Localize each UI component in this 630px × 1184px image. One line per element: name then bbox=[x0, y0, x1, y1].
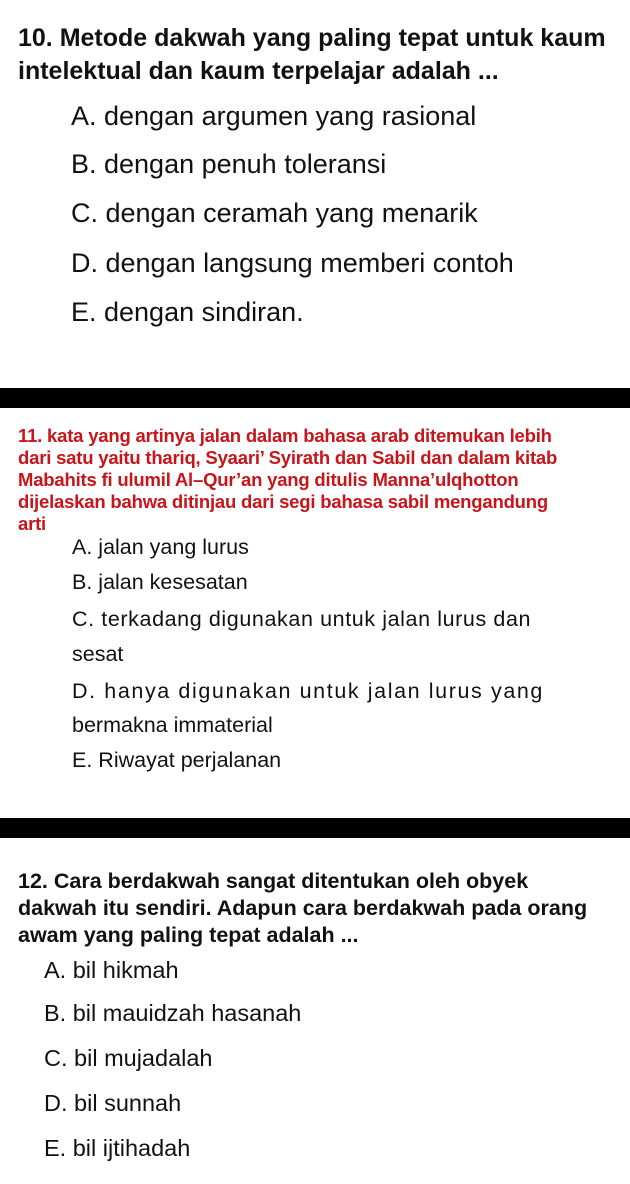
section-divider bbox=[0, 818, 630, 838]
question-10-option-e: E. dengan sindiran. bbox=[71, 297, 304, 327]
question-10-line: 10. Metode dakwah yang paling tepat untuk kaum bbox=[18, 24, 606, 52]
question-12-option-a: A. bil hikmah bbox=[44, 957, 179, 983]
question-11-option-e: E. Riwayat perjalanan bbox=[72, 748, 282, 772]
question-12-option-d: D. bil sunnah bbox=[44, 1090, 182, 1116]
question-11-option-a: A. jalan yang lurus bbox=[72, 535, 249, 559]
question-11-option-c: C. terkadang digunakan untuk jalan lurus dan bbox=[72, 607, 532, 631]
question-10-option-d: D. dengan langsung memberi contoh bbox=[71, 248, 514, 278]
question-10-option-a: A. dengan argumen yang rasional bbox=[71, 101, 477, 131]
question-11-option-d-cont: bermakna immaterial bbox=[72, 713, 273, 737]
question-11-line: dijelaskan bahwa ditinjau dari segi bahasa sabil mengandung bbox=[18, 491, 548, 512]
question-12-line: dakwah itu sendiri. Adapun cara berdakwah pada orang bbox=[18, 896, 588, 920]
question-11-option-b: B. jalan kesesatan bbox=[72, 570, 248, 594]
question-12-option-e: E. bil ijtihadah bbox=[44, 1135, 191, 1161]
question-11-line: Mabahits fi ulumil Al–Qur’an yang ditulis Manna’ulqhotton bbox=[18, 469, 519, 490]
question-12-option-b: B. bil mauidzah hasanah bbox=[44, 1000, 302, 1026]
question-11-option-d: D. hanya digunakan untuk jalan lurus yang bbox=[72, 679, 544, 703]
question-10-option-b: B. dengan penuh toleransi bbox=[71, 149, 387, 179]
question-12-line: awam yang paling tepat adalah ... bbox=[18, 923, 359, 947]
section-divider bbox=[0, 388, 630, 408]
question-11-line: 11. kata yang artinya jalan dalam bahasa arab ditemukan lebih bbox=[18, 425, 552, 446]
question-10-option-c: C. dengan ceramah yang menarik bbox=[71, 198, 478, 228]
question-10-text bbox=[18, 22, 606, 88]
question-11-line: dari satu yaitu thariq, Syaari’ Syirath dan Sabil dan dalam kitab bbox=[18, 447, 558, 468]
question-12-line: 12. Cara berdakwah sangat ditentukan oleh obyek bbox=[18, 869, 529, 893]
question-11-option-c-cont: sesat bbox=[72, 642, 124, 666]
question-11-line: arti bbox=[18, 513, 46, 534]
question-12-option-c: C. bil mujadalah bbox=[44, 1045, 213, 1071]
question-10-line: intelektual dan kaum terpelajar adalah ... bbox=[18, 57, 499, 85]
